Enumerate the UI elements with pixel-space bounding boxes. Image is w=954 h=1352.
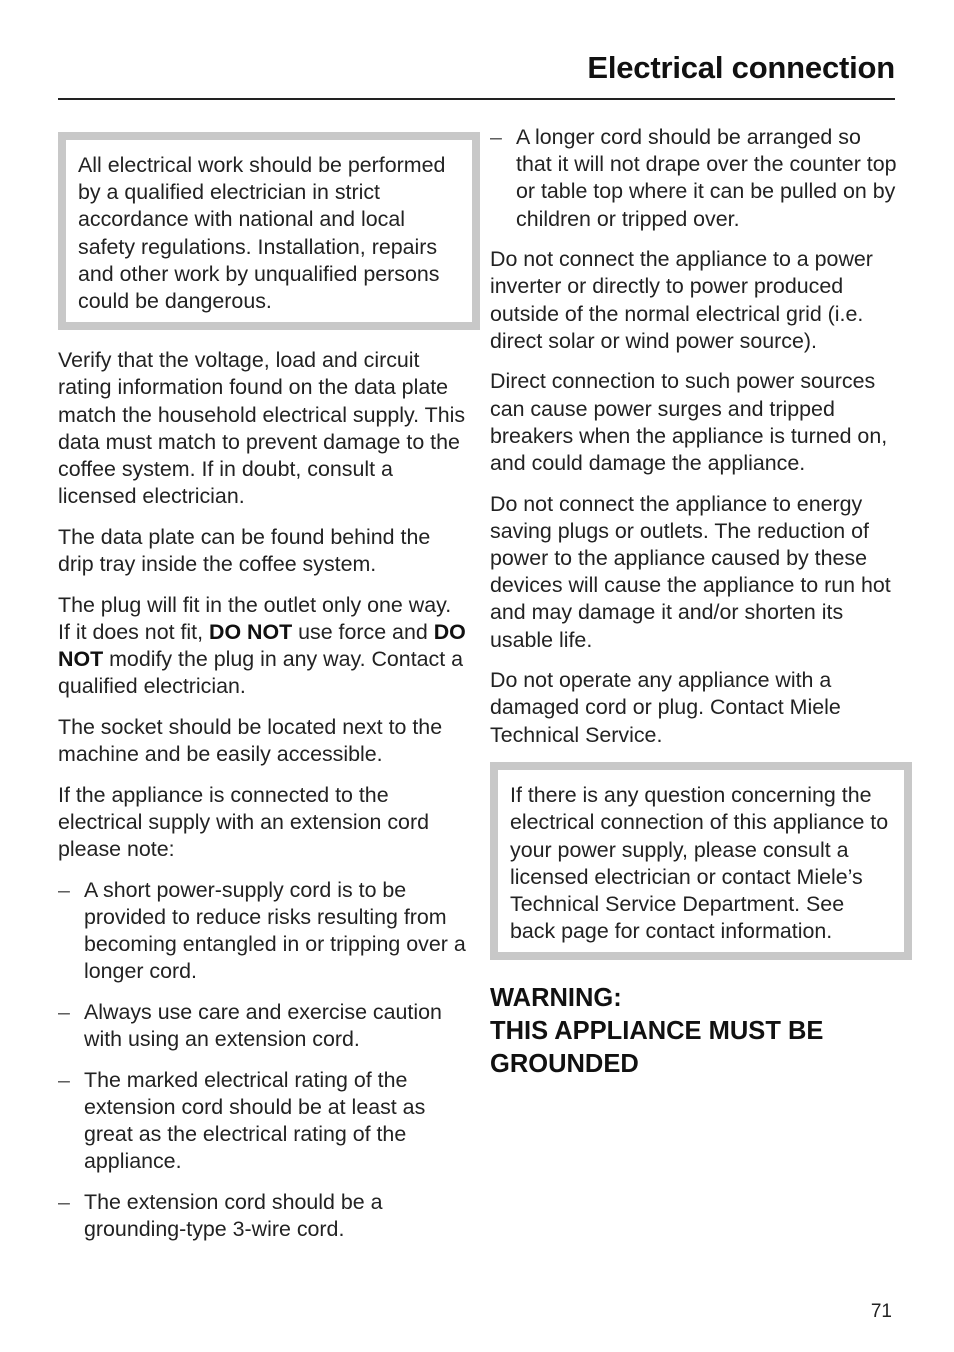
- list-item-text: A longer cord should be arranged so that it will not drape over the counter top or table top where it can be pulled on by children or tripped over.: [516, 125, 897, 231]
- left-column: [58, 124, 468, 1257]
- plug-text-2: use force and: [292, 619, 434, 644]
- warning-line-1: WARNING:: [490, 984, 622, 1013]
- power-surge-paragraph: Direct connection to such power sources can cause power surges and tripped breakers when the appliance is turned on, and could damage the appliance.: [490, 369, 888, 476]
- dash-bullet: –: [58, 999, 70, 1024]
- list-item-text: The marked electrical rating of the extension cord should be at least as great as the electrical rating of the appliance.: [84, 1067, 426, 1174]
- data-plate-paragraph: The data plate can be found behind the drip tray inside the coffee system.: [58, 524, 431, 577]
- page-number: 71: [870, 1301, 892, 1322]
- safety-notice-box: [58, 132, 480, 330]
- right-column: [490, 124, 900, 1095]
- warning-line-2: THIS APPLIANCE MUST BE GROUNDED: [490, 1017, 824, 1079]
- dash-bullet: –: [490, 125, 502, 149]
- list-item: [58, 877, 468, 986]
- power-inverter-paragraph: Do not connect the appliance to a power inverter or directly to power produced outside of the normal electrical grid (i.e. direct solar or wind power source).: [490, 247, 873, 353]
- extension-cord-intro: If the appliance is connected to the electrical supply with an extension cord please note:: [58, 782, 429, 862]
- dash-bullet: –: [58, 1067, 70, 1092]
- electrician-notice-box: [490, 762, 912, 960]
- do-not-emphasis: DO NOT: [209, 619, 293, 644]
- list-item-text: Always use care and exercise caution with using an extension cord.: [84, 999, 442, 1052]
- plug-paragraph: [58, 592, 468, 701]
- plug-text-1: The plug will fit in the outlet only one way. If it does not fit,: [58, 592, 452, 644]
- socket-paragraph: The socket should be located next to the machine and be easily accessible.: [58, 714, 443, 767]
- damaged-cord-paragraph: Do not operate any appliance with a damaged cord or plug. Contact Miele Technical Service.: [490, 668, 841, 747]
- list-item: [490, 124, 900, 233]
- dash-bullet: –: [58, 1189, 70, 1214]
- title-divider: [58, 98, 895, 100]
- voltage-paragraph: Verify that the voltage, load and circuit rating information found on the data plate match the household electrical supply. This data must match to prevent damage to the coffee system. If in doubt, consult a licensed electrician.: [58, 348, 466, 509]
- list-item: [58, 1189, 468, 1243]
- electrician-notice-text: If there is any question concerning the electrical connection of this appliance to your power supply, please consult a licensed electrician or contact Miele’s Technical Service Department. See back page for contact information.: [510, 783, 889, 944]
- grounding-warning: [490, 982, 900, 1081]
- dash-bullet: –: [58, 877, 70, 902]
- energy-saving-paragraph: Do not connect the appliance to energy saving plugs or outlets. The reduction of power to the appliance caused by these devices will cause the appliance to run hot and may damage it and/or shorten its usable life.: [490, 491, 891, 652]
- list-item-text: A short power-supply cord is to be provided to reduce risks resulting from becoming entangled in or tripping over a longer cord.: [84, 877, 466, 984]
- plug-text-3: modify the plug in any way. Contact a qualified electrician.: [58, 647, 464, 699]
- list-item: [58, 1067, 468, 1176]
- page-title: Electrical connection: [587, 50, 895, 85]
- safety-notice-text: All electrical work should be performed by a qualified electrician in strict accordance with national and local safety regulations. Installation, repairs and other work by unqualified persons could be dangerous.: [78, 153, 446, 314]
- list-item-text: The extension cord should be a grounding-type 3-wire cord.: [84, 1189, 383, 1242]
- list-item: [58, 999, 468, 1053]
- do-not-emphasis: DO NOT: [58, 619, 466, 672]
